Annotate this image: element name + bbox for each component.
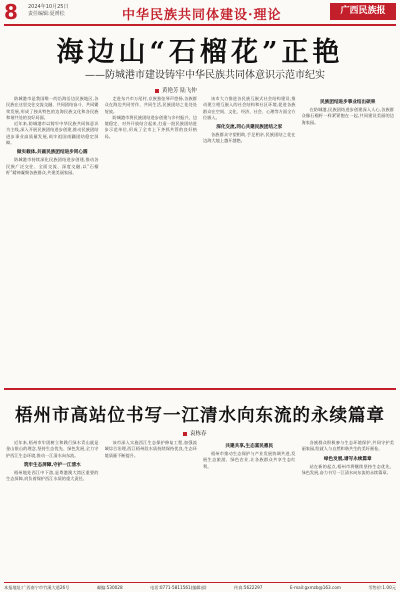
article1-body bbox=[6, 96, 394, 382]
article1-paragraph: 防城港市持续深化民族团结进步创建,推动各民族广泛交往、全面交流、深度交融,以“石榴籽”精神凝聚各族群众,共建美丽家园。 bbox=[6, 157, 99, 175]
article2-column-2 bbox=[105, 440, 198, 578]
section-title: 中华民族共同体建设·理论 bbox=[122, 8, 282, 23]
article1-subhead: 民族团结进步事业结出硕果 bbox=[320, 100, 376, 105]
article2-paragraph: 梧州地处西江中下游,是粤港澳大湾区重要的生态屏障,肩负着保护西江水质的重大责任。 bbox=[6, 469, 99, 482]
article1-paragraph: 各族群众守望相助,手足相亲,民族团结之花在边海大地上越开越艳。 bbox=[203, 132, 296, 144]
article2-paragraph: 梧州市推动生态保护与产业发展协调共进,发展生态旅游、绿色农业,让各族群众共享生态红利。 bbox=[203, 451, 296, 469]
article1-subhead: 做实载体,共画民族团结进步同心圆 bbox=[16, 150, 88, 156]
article2-subhead: 绿色发展,谱写永续篇章 bbox=[323, 456, 372, 462]
footer-address: 本报地址:广西南宁市竹溪大道26号 bbox=[4, 584, 70, 590]
article1-headline: 海边山“石榴花”正艳 bbox=[56, 37, 344, 68]
article1-column-1 bbox=[6, 96, 99, 382]
article2-column-3 bbox=[203, 440, 296, 578]
article2-paragraph: 该市深入实施西江生态保护修复工程,加强流域综合治理,西江梧州段水质持续保持优良,生态环境质量不断提升。 bbox=[104, 440, 197, 458]
article1-paragraph: 近年来,防城港市以铸牢中华民族共同体意识为主线,深入开展民族团结进步创建,推动民族团结进步事业高质量发展,筑牢祖国南疆团结稳定屏障。 bbox=[6, 121, 99, 146]
article1-column-4 bbox=[302, 96, 395, 382]
article1-paragraph: 该市大力推进各民族互嵌式社会结构建设,推动建立相互嵌入的社会结构和社区环境,促进各族群众在空间、文化、经济、社会、心理等方面全方位嵌入。 bbox=[203, 96, 296, 120]
article1-byline bbox=[155, 86, 197, 94]
header-meta bbox=[28, 4, 68, 18]
article2-author: 袁栋春 bbox=[190, 431, 207, 437]
footer-price: 零售价:1.00元 bbox=[368, 584, 396, 590]
article2-subhead: 共建共享,生态富民惠民 bbox=[225, 444, 274, 449]
article2-headline: 梧州市高站位书写一江清水向东流的永续篇章 bbox=[15, 406, 385, 426]
article1-paragraph: 在防城港,民族团结进步创建深入人心,各族群众像石榴籽一样紧紧抱在一起,共同建设美丽的边海家园。 bbox=[301, 107, 394, 125]
article2-column-1 bbox=[6, 440, 99, 578]
article1-paragraph: 防城港市是我国唯一的沿海沿边民族地区,各民族在这里交往交流交融、共同团结奋斗、共同繁荣发展,形成了独具特色的边海民族文化和各民族和谐共处的良好局面。 bbox=[6, 96, 99, 120]
editor-credit: 责任编辑:夏赟松 bbox=[28, 11, 65, 17]
issue-date: 2024年10月25日 bbox=[28, 4, 69, 10]
article2-paragraph: 近年来,梧州市牢固树立和践行绿水青山就是金山银山的理念,坚持生态优先、绿色发展,全力守护西江生态环境,推动一江清水向东流。 bbox=[6, 440, 99, 458]
byline-marker-icon bbox=[183, 432, 187, 436]
article2-paragraph: 各族群众积极参与生态环境保护,共同守护美丽家园,绘就人与自然和谐共生的美好画卷。 bbox=[301, 440, 394, 452]
masthead-logo: 广西民族报 bbox=[330, 3, 396, 20]
article2-byline bbox=[183, 429, 207, 437]
article1-column-2 bbox=[105, 96, 198, 382]
article2-subhead: 筑牢生态屏障,守护一江清水 bbox=[23, 462, 81, 468]
article2-column-4 bbox=[302, 440, 395, 578]
byline-marker-icon bbox=[155, 89, 159, 93]
article2-paragraph: 站在新的起点,梧州市将继续坚持生态优先、绿色发展,奋力书写一江清水向东流的永续篇章。 bbox=[301, 463, 394, 475]
article1-subhead: 深化交流,同心共建民族团结之家 bbox=[216, 125, 283, 131]
article1-subtitle: ——防城港市建设铸牢中华民族共同体意识示范市纪实 bbox=[85, 70, 325, 81]
footer-postcode: 邮编:530028 bbox=[96, 584, 123, 590]
footer-email: E-mail:gxmzb@163.com bbox=[289, 585, 341, 590]
article2-body bbox=[6, 440, 394, 578]
article1-paragraph: 走进东兴市万尾村,京族独弦琴声悠扬,各族群众在海边共同劳作、共同生活,民族团结之花处处绽放。 bbox=[104, 96, 197, 114]
article1-column-3 bbox=[203, 96, 296, 382]
article-divider bbox=[4, 388, 396, 390]
footer-fax: 传真:5622297 bbox=[234, 584, 263, 590]
page-footer bbox=[4, 582, 396, 592]
footer-hotline: 电话:0771-5811561(编辑部) bbox=[150, 584, 207, 590]
article1-author: 黄艳芳 陆飞仲 bbox=[162, 88, 197, 94]
article1-paragraph: 防城港市将民族团结进步创建与乡村振兴、边境稳定、对外开放结合起来,打造一批民族团结进步示范单位,形成了全市上下齐抓共管的良好格局。 bbox=[104, 114, 197, 139]
page-header bbox=[4, 2, 396, 26]
page-number: 8 bbox=[4, 0, 18, 24]
